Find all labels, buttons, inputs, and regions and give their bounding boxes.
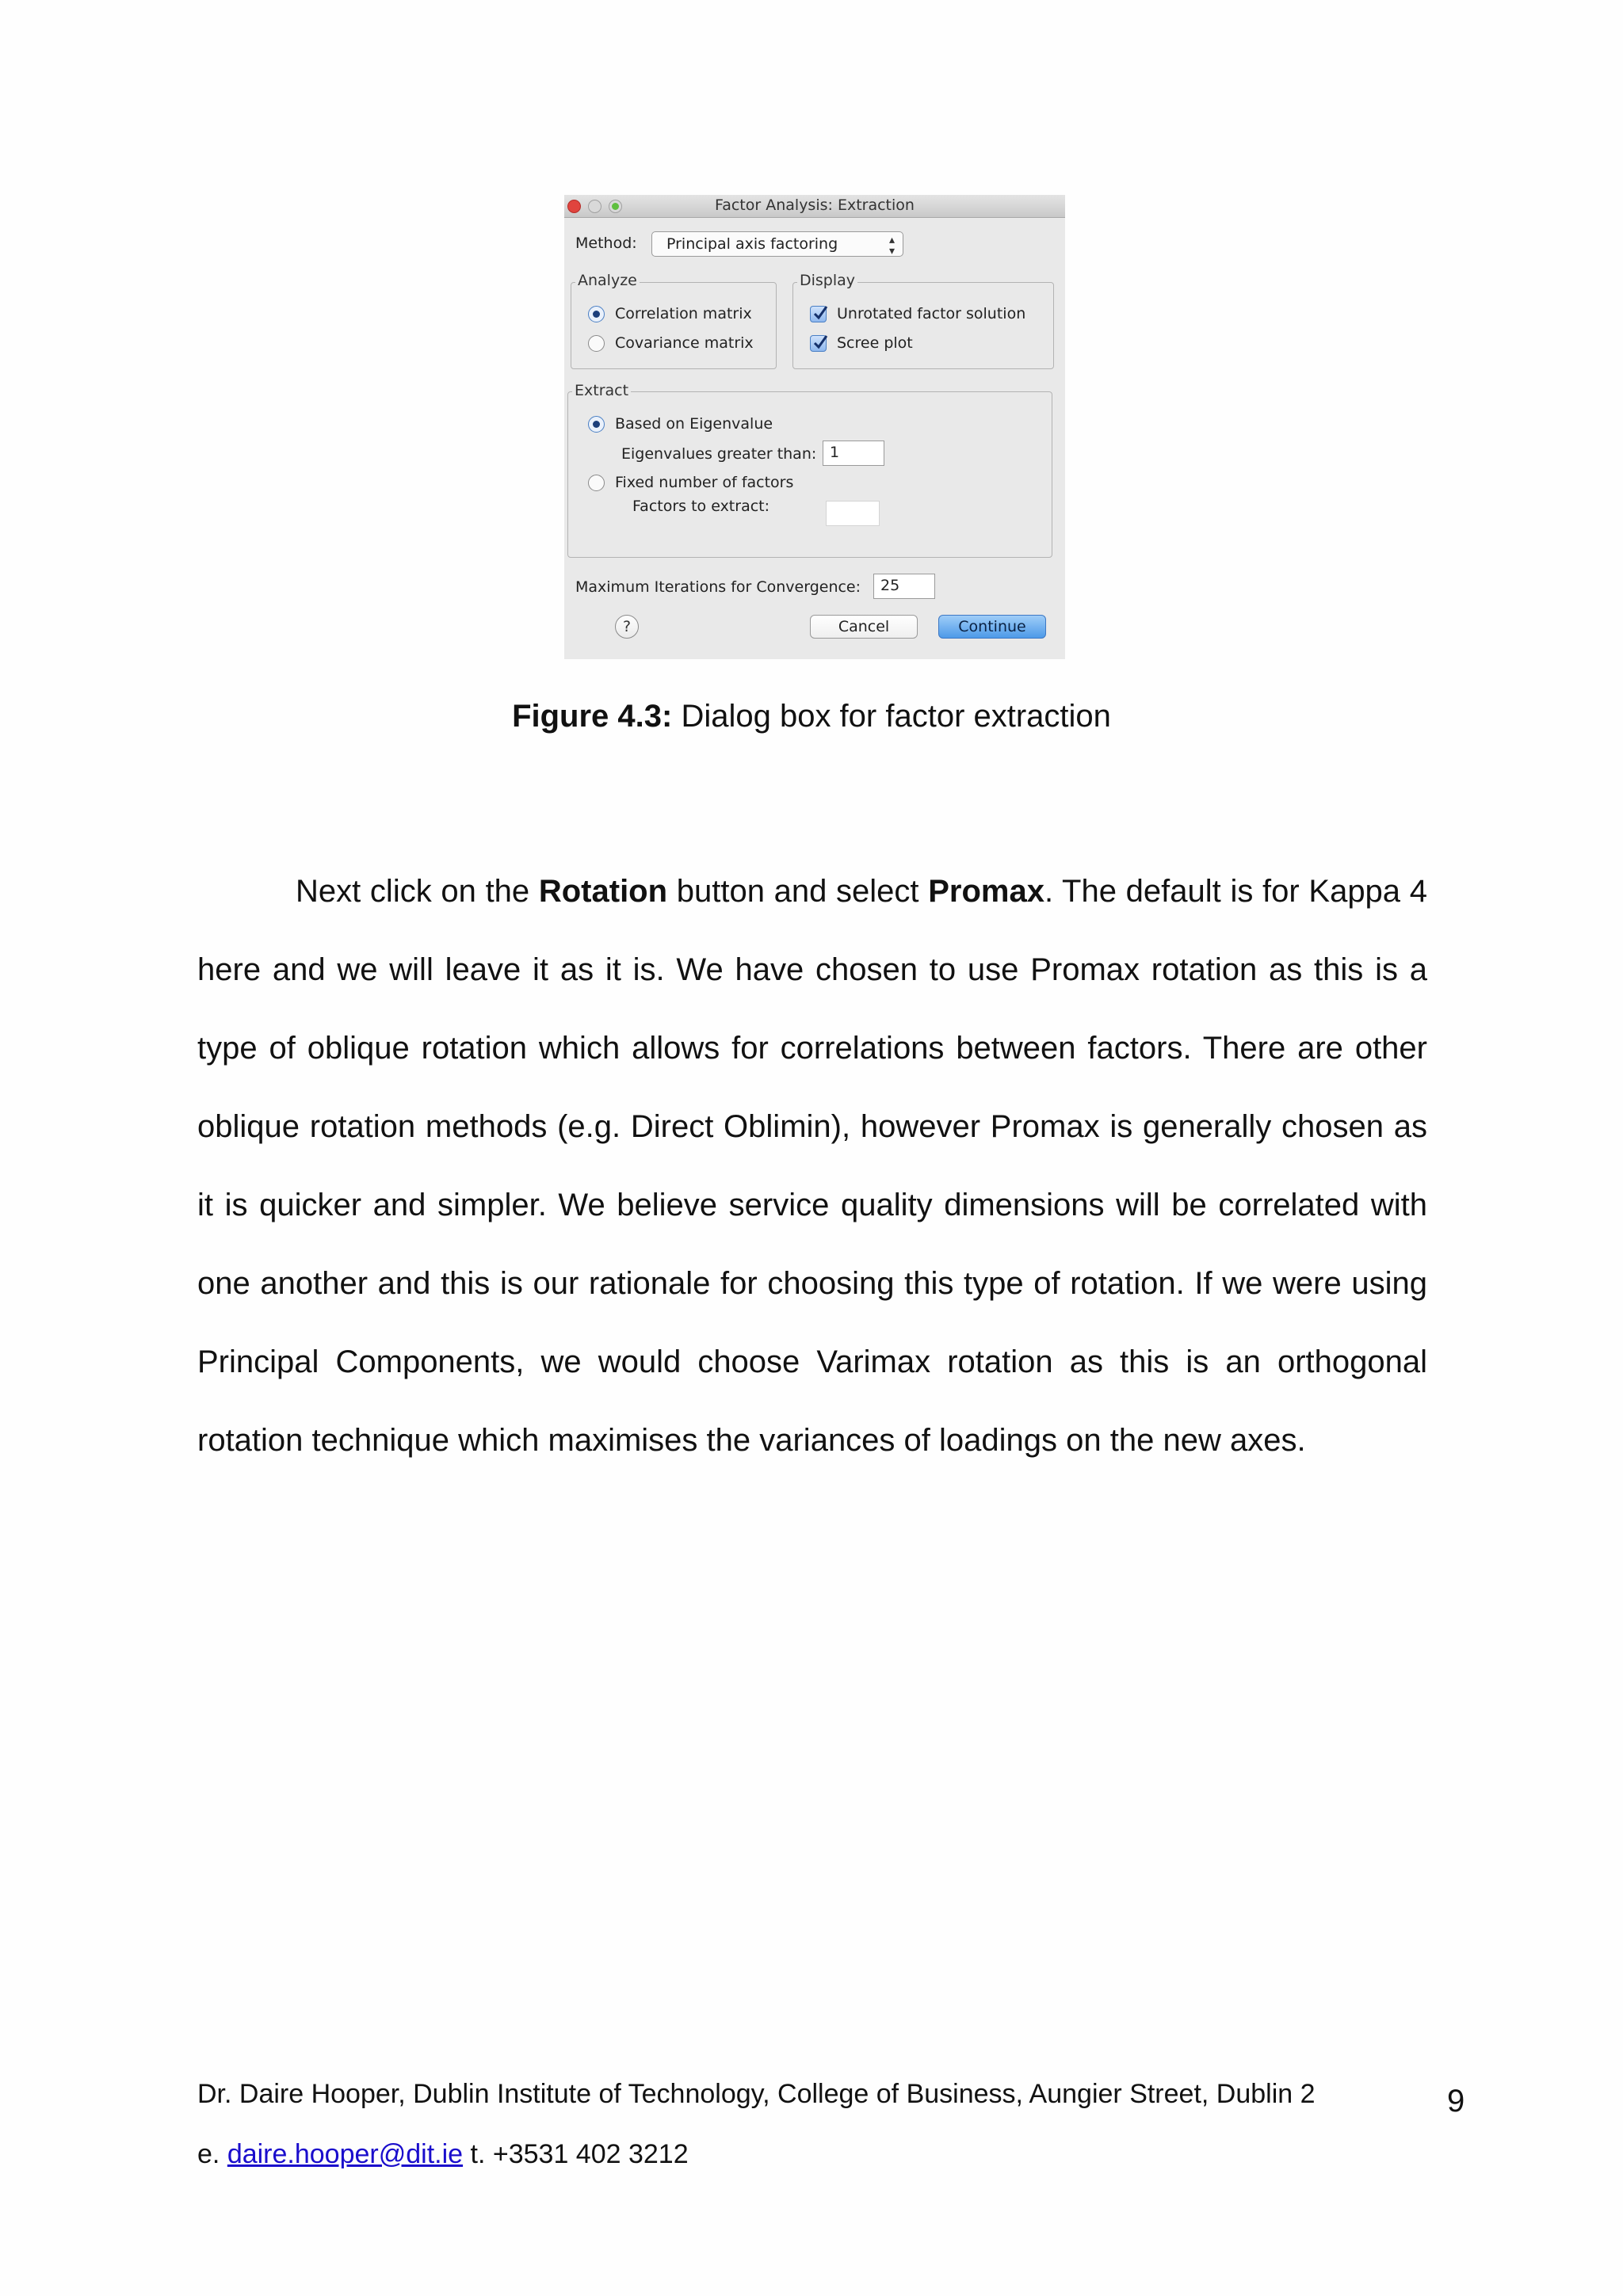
eigenvalue-threshold-input[interactable]: 1 xyxy=(823,441,884,466)
method-select-value: Principal axis factoring xyxy=(666,235,838,253)
based-on-eigenvalue-radio[interactable] xyxy=(588,416,605,433)
eigenvalues-greater-label: Eigenvalues greater than: xyxy=(621,445,817,463)
body-paragraph xyxy=(197,852,1427,1480)
based-on-eigenvalue-label: Based on Eigenvalue xyxy=(615,415,773,433)
extract-group-label: Extract xyxy=(572,382,631,399)
checkmark-icon xyxy=(812,304,829,322)
cancel-button[interactable]: Cancel xyxy=(810,615,918,639)
paragraph-text: button and select xyxy=(667,874,929,909)
scree-plot-checkbox[interactable] xyxy=(810,335,827,352)
correlation-matrix-radio[interactable] xyxy=(588,306,605,322)
footer-author-line: Dr. Daire Hooper, Dublin Institute of Technology, College of Business, Aungier Street, Dublin 2 xyxy=(197,2079,1316,2109)
select-arrows-icon: ▴ ▾ xyxy=(888,234,895,257)
page-number: 9 xyxy=(1447,2084,1465,2119)
unrotated-solution-checkbox[interactable] xyxy=(810,306,827,322)
checkmark-icon xyxy=(812,334,829,351)
continue-button[interactable]: Continue xyxy=(938,615,1046,639)
factors-to-extract-input[interactable] xyxy=(826,501,880,526)
email-prefix: e. xyxy=(197,2139,227,2169)
factor-extraction-dialog xyxy=(564,195,1065,659)
fixed-number-radio[interactable] xyxy=(588,475,605,491)
email-link[interactable]: daire.hooper@dit.ie xyxy=(227,2139,464,2169)
analyze-group-label: Analyze xyxy=(575,272,640,289)
max-iterations-input[interactable]: 25 xyxy=(873,574,935,599)
figure-caption-text: Dialog box for factor extraction xyxy=(672,699,1111,734)
help-icon[interactable]: ? xyxy=(615,615,639,639)
fixed-number-label: Fixed number of factors xyxy=(615,474,794,491)
figure-caption xyxy=(0,699,1623,734)
method-select[interactable] xyxy=(651,231,903,257)
covariance-matrix-label: Covariance matrix xyxy=(615,334,754,352)
phone-text: t. +3531 402 3212 xyxy=(463,2139,689,2169)
unrotated-solution-label: Unrotated factor solution xyxy=(837,305,1026,322)
figure-label: Figure 4.3: xyxy=(512,699,673,734)
method-label: Method: xyxy=(575,235,637,252)
rotation-term: Rotation xyxy=(538,874,668,909)
dialog-title: Factor Analysis: Extraction xyxy=(715,196,915,214)
factors-to-extract-label: Factors to extract: xyxy=(632,498,770,515)
max-iterations-label: Maximum Iterations for Convergence: xyxy=(575,578,861,596)
covariance-matrix-radio[interactable] xyxy=(588,335,605,352)
correlation-matrix-label: Correlation matrix xyxy=(615,305,752,322)
analyze-group xyxy=(571,282,777,369)
display-group-label: Display xyxy=(797,272,857,289)
promax-term: Promax xyxy=(928,874,1044,909)
footer-contact-line xyxy=(197,2139,689,2170)
scree-plot-label: Scree plot xyxy=(837,334,913,352)
dialog-titlebar xyxy=(564,195,1065,218)
paragraph-text: . The default is for Kappa 4 here and we will leave it as it is. We have chosen to use Promax rotation as this is a type of oblique rotation which allows for correlations between factors. There are other oblique rotation methods (e.g. Direct Oblimin), however Promax is generally chosen as it is quicker and simpler. We believe service quality dimensions will be correlated with one another and this is our rationale for choosing this type of rotation. If we were using Principal Components, we would choose Varimax rotation as this is an orthogonal rotation technique which maximises the variances of loadings on the new axes. xyxy=(197,874,1427,1458)
paragraph-text: Next click on the xyxy=(296,874,539,909)
display-group xyxy=(792,282,1054,369)
